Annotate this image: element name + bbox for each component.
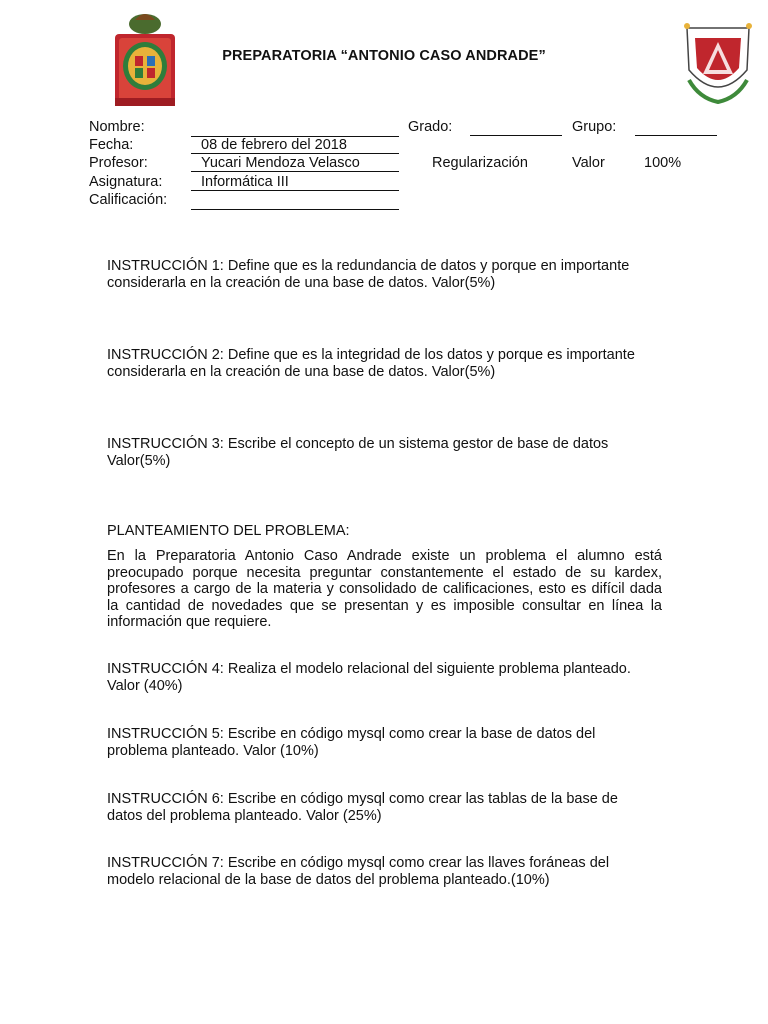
page-title: PREPARATORIA “ANTONIO CASO ANDRADE” (222, 48, 546, 64)
instruction-line: INSTRUCCIÓN 1: Define que es la redundancia de datos y porque en importante (107, 258, 630, 274)
instruction-line: datos del problema planteado. Valor (25%) (107, 807, 382, 824)
instruction-line: INSTRUCCIÓN 7: Escribe en código mysql como crear las llaves foráneas del (107, 855, 610, 871)
instruction-line: INSTRUCCIÓN 2: Define que es la integridad de los datos y porque es importante (107, 347, 635, 363)
asignatura-value: Informática III (201, 174, 289, 190)
instruction-line: INSTRUCCIÓN 4: Realiza el modelo relacional del siguiente problema planteado. (107, 661, 631, 677)
instruction-line: Valor(5%) (107, 452, 171, 469)
instruction-3 (107, 436, 662, 469)
fecha-label: Fecha: (89, 137, 134, 153)
instruction-6 (107, 791, 662, 824)
instruction-5 (107, 726, 662, 759)
grupo-underline (635, 135, 717, 136)
problem-body: En la Preparatoria Antonio Caso Andrade existe un problema el alumno está preocupado porque necesita preguntar constantemente el estado de su kardex, profesores a cargo de la materia y consolidado de calificaciones, esto es difícil dada la cantidad de novedades que se presentan y es imposible consultar en línea la información que requiere. (107, 548, 662, 630)
instruction-line: INSTRUCCIÓN 5: Escribe en código mysql como crear la base de datos del (107, 726, 596, 742)
instruction-1 (107, 258, 662, 291)
fecha-value: 08 de febrero del 2018 (201, 137, 347, 153)
asignatura-label: Asignatura: (89, 174, 163, 190)
school-shield-logo (681, 20, 755, 106)
grado-label: Grado: (408, 119, 453, 135)
calificacion-underline (191, 209, 399, 210)
instruction-line: INSTRUCCIÓN 3: Escribe el concepto de un sistema gestor de base de datos (107, 436, 609, 452)
calificacion-label: Calificación: (89, 192, 168, 208)
valor-value: 100% (644, 155, 682, 171)
problem-heading: PLANTEAMIENTO DEL PROBLEMA: (107, 523, 350, 539)
instruction-line: considerarla en la creación de una base de datos. Valor(5%) (107, 363, 496, 380)
instruction-line: problema planteado. Valor (10%) (107, 742, 319, 759)
instruction-7 (107, 855, 662, 888)
valor-label: Valor (572, 155, 605, 171)
grupo-label: Grupo: (572, 119, 617, 135)
instruction-4 (107, 661, 662, 694)
profesor-value: Yucari Mendoza Velasco (201, 155, 360, 171)
instruction-2 (107, 347, 662, 380)
asignatura-underline (191, 190, 399, 191)
grado-underline (470, 135, 562, 136)
instruction-line: INSTRUCCIÓN 6: Escribe en código mysql como crear las tablas de la base de (107, 791, 618, 807)
profesor-label: Profesor: (89, 155, 148, 171)
profesor-underline (191, 171, 399, 172)
instruction-line: Valor (40%) (107, 677, 183, 694)
exam-type: Regularización (432, 155, 528, 171)
nombre-label: Nombre: (89, 119, 145, 135)
instruction-line: considerarla en la creación de una base de datos. Valor(5%) (107, 274, 496, 291)
instruction-line: modelo relacional de la base de datos del problema planteado.(10%) (107, 871, 550, 888)
